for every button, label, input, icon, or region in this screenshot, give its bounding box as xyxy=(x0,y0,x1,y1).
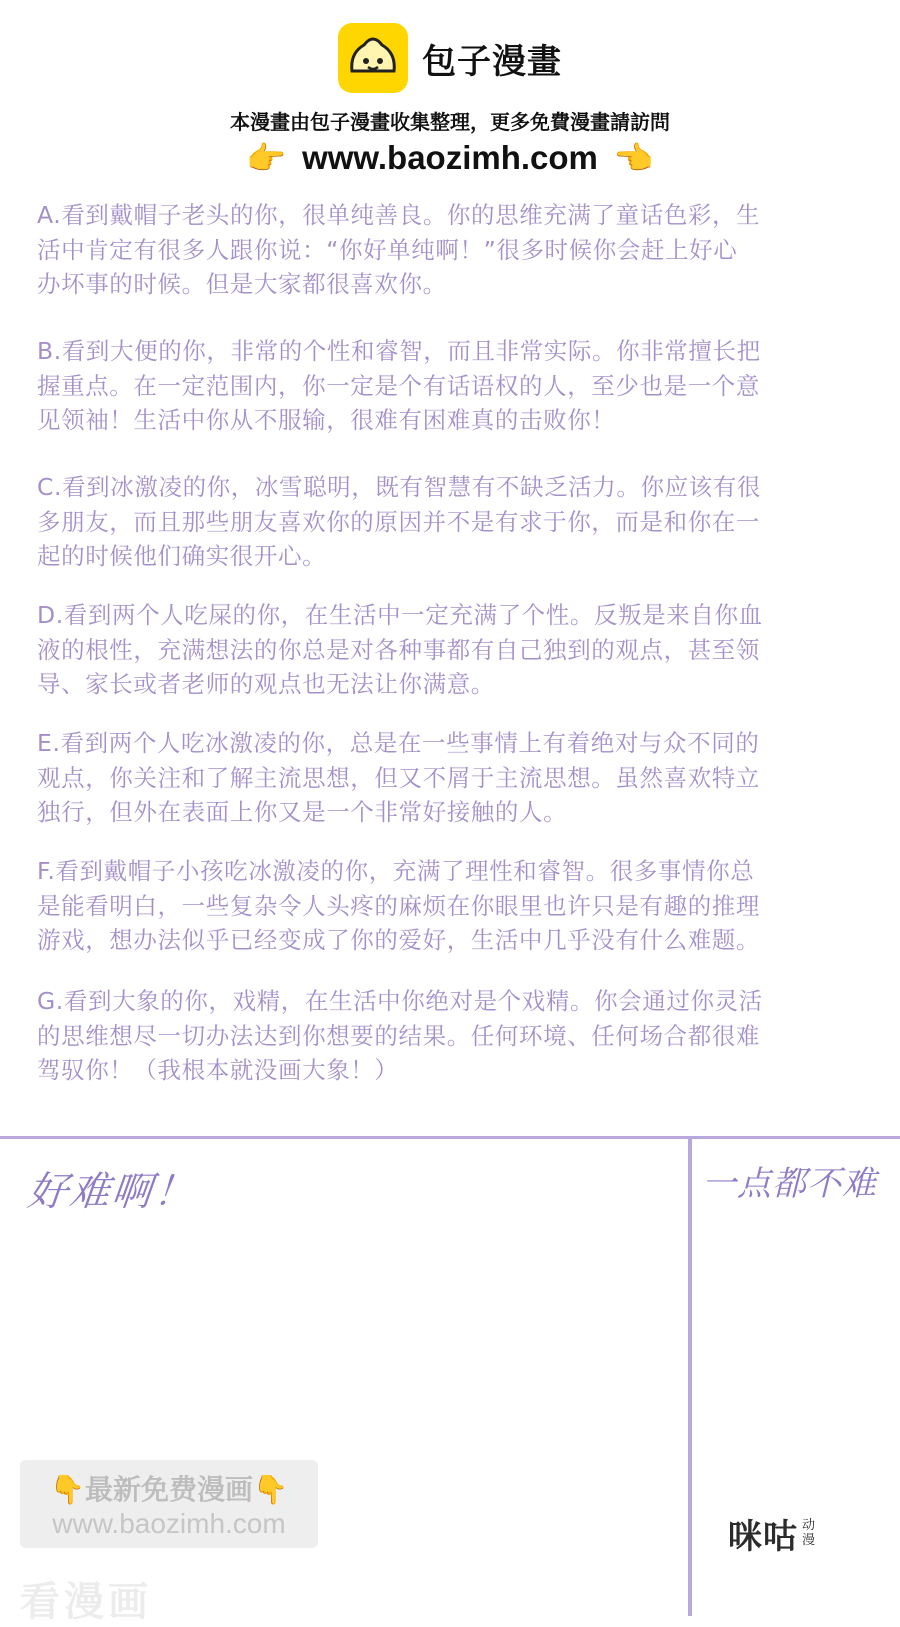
right-handwriting: 一点都不难 xyxy=(702,1164,877,1204)
pointing-down-icon: 👇 xyxy=(50,1473,85,1506)
panel-top-border xyxy=(0,1136,900,1139)
watermark-line1: 👇最新免费漫画👇 xyxy=(50,1473,288,1506)
answer-g: G.看到大象的你，戏精，在生活中你绝对是个戏精。你会通过你灵活 的思维想尽一切办法达到你想要的结果。任何环境、任何场合都很难 驾驭你！（我根本就没画大象！） xyxy=(37,987,763,1084)
watermark-url: www.baozimh.com xyxy=(52,1508,286,1539)
site-url[interactable]: www.baozimh.com xyxy=(302,139,598,176)
answer-a: A.看到戴帽子老头的你，很单纯善良。你的思维充满了童话色彩，生 活中肯定有很多人跟你说：“你好单纯啊！”很多时候你会赶上好心 办坏事的时候。但是大家都很喜欢你。 xyxy=(37,201,761,298)
brand-mark: 咪咕 xyxy=(728,1516,798,1557)
answer-d: D.看到两个人吃屎的你，在生活中一定充满了个性。反叛是来自你血 液的根性，充满想法的你总是对各种事都有自己独到的观点，甚至领 导、家长或者老师的观点也无法让你满意。 xyxy=(37,601,763,698)
answer-e: E.看到两个人吃冰激凌的你，总是在一些事情上有着绝对与众不同的 观点，你关注和了解主流思想，但又不屑于主流思想。虽然喜欢特立 独行，但外在表面上你又是一个非常好接触的人。 xyxy=(37,729,760,826)
tagline: 本漫畫由包子漫畫收集整理，更多免費漫畫請訪問 xyxy=(230,110,670,134)
pointing-down-icon: 👇 xyxy=(253,1473,288,1506)
answer-c: C.看到冰激凌的你，冰雪聪明，既有智慧有不缺乏活力。你应该有很 多朋友，而且那些朋友喜欢你的原因并不是有求于你，而是和你在一 起的时候他们确实很开心。 xyxy=(37,473,761,570)
baozi-logo-row xyxy=(0,22,900,94)
answer-f: F.看到戴帽子小孩吃冰激凌的你，充满了理性和睿智。很多事情你总 是能看明白，一些复杂令人头疼的麻烦在你眼里也许只是有趣的推理 游戏，想办法似乎已经变成了你的爱好，生活中几乎没有什么难题。 xyxy=(37,857,760,954)
panel-divider xyxy=(688,1136,692,1616)
left-handwriting: 好难啊！ xyxy=(25,1169,199,1215)
migu-logo xyxy=(728,1510,818,1556)
watermark-box xyxy=(20,1460,318,1548)
watermark-faded-text: 看漫画 xyxy=(20,1579,152,1625)
site-row xyxy=(0,136,900,180)
pointing-right-icon: 👉 xyxy=(246,139,287,177)
brand-sub: 动漫 xyxy=(802,1518,816,1548)
baozi-bun-icon xyxy=(338,23,408,93)
answer-b: B.看到大便的你，非常的个性和睿智，而且非常实际。你非常擅长把 握重点。在一定范围内，你一定是个有话语权的人，至少也是一个意 见领袖！生活中你从不服输，很难有困难真的击败你！ xyxy=(37,337,761,434)
pointing-left-icon: 👈 xyxy=(613,139,654,177)
logo-name: 包子漫畫 xyxy=(422,41,562,82)
